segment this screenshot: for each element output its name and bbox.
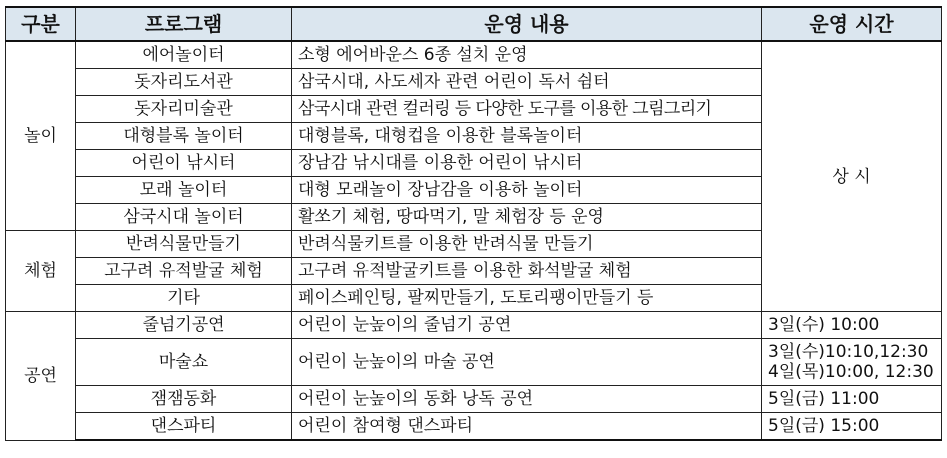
- program-content: 삼국시대, 사도세자 관련 어린이 독서 쉼터: [292, 69, 762, 96]
- schedule-table: [5, 6, 942, 441]
- category-experience: 체험: [6, 231, 76, 312]
- program-name: 어린이 낚시터: [76, 150, 292, 177]
- header-category: 구분: [6, 7, 76, 41]
- program-name: 삼국시대 놀이터: [76, 204, 292, 231]
- program-content: 고구려 유적발굴키트를 이용한 화석발굴 체험: [292, 258, 762, 285]
- program-name: 댄스파티: [76, 413, 292, 441]
- program-name: 모래 놀이터: [76, 177, 292, 204]
- category-performance: 공연: [6, 312, 76, 441]
- table-row: [6, 41, 942, 69]
- program-content: 삼국시대 관련 컬러링 등 다양한 도구를 이용한 그림그리기: [292, 96, 762, 123]
- program-name: 고구려 유적발굴 체험: [76, 258, 292, 285]
- program-time: 5일(금) 15:00: [762, 413, 942, 441]
- program-name: 에어놀이터: [76, 41, 292, 69]
- program-name: 반려식물만들기: [76, 231, 292, 258]
- program-name: 대형블록 놀이터: [76, 123, 292, 150]
- program-content: 활쏘기 체험, 땅따먹기, 말 체험장 등 운영: [292, 204, 762, 231]
- program-name: 돗자리도서관: [76, 69, 292, 96]
- category-play: 놀이: [6, 41, 76, 231]
- program-time: 5일(금) 11:00: [762, 386, 942, 413]
- header-time: 운영 시간: [762, 7, 942, 41]
- program-content: 대형블록, 대형컵을 이용한 블록놀이터: [292, 123, 762, 150]
- program-content: 어린이 참여형 댄스파티: [292, 413, 762, 441]
- program-content: 어린이 눈높이의 마술 공연: [292, 339, 762, 386]
- program-content: 대형 모래놀이 장남감을 이용하 놀이터: [292, 177, 762, 204]
- program-time: 3일(수) 10:00: [762, 312, 942, 339]
- table-row: [6, 339, 942, 386]
- program-content: 소형 에어바운스 6종 설치 운영: [292, 41, 762, 69]
- header-program: 프로그램: [76, 7, 292, 41]
- always-time: 상 시: [762, 41, 942, 312]
- header-row: [6, 7, 942, 41]
- program-time: [762, 339, 942, 386]
- program-content: 어린이 눈높이의 줄넘기 공연: [292, 312, 762, 339]
- table-row: [6, 312, 942, 339]
- program-content: 페이스페인팅, 팔찌만들기, 도토리팽이만들기 등: [292, 285, 762, 312]
- header-content: 운영 내용: [292, 7, 762, 41]
- program-name: 돗자리미술관: [76, 96, 292, 123]
- table-row: [6, 386, 942, 413]
- program-name: 마술쇼: [76, 339, 292, 386]
- program-content: 어린이 눈높이의 동화 낭독 공연: [292, 386, 762, 413]
- program-name: 잼잼동화: [76, 386, 292, 413]
- program-content: 장남감 낚시대를 이용한 어린이 낚시터: [292, 150, 762, 177]
- table-row: [6, 413, 942, 441]
- time-line: 3일(수)10:10,12:30: [768, 342, 929, 362]
- time-line: 4일(목)10:00, 12:30: [768, 362, 934, 382]
- program-name: 기타: [76, 285, 292, 312]
- program-name: 줄넘기공연: [76, 312, 292, 339]
- program-content: 반려식물키트를 이용한 반려식물 만들기: [292, 231, 762, 258]
